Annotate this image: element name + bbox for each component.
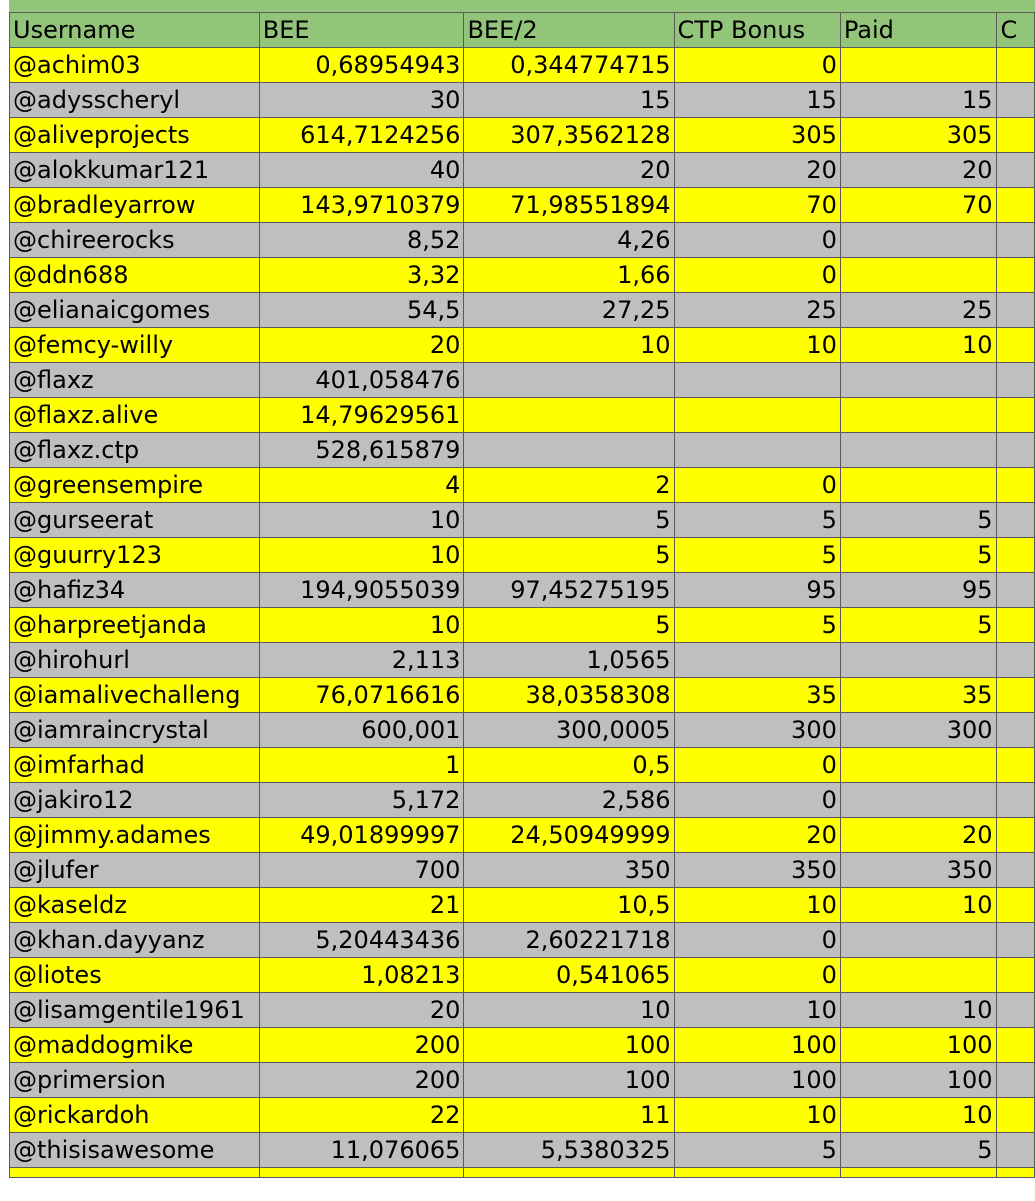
cell-paid[interactable]: 305 <box>840 118 996 153</box>
cell-username[interactable]: @rickardoh <box>10 1098 260 1133</box>
cell-extra[interactable] <box>996 188 1034 223</box>
table-row <box>10 1168 1035 1178</box>
cell-empty[interactable] <box>840 1168 996 1178</box>
cell-paid[interactable]: 5 <box>840 1133 996 1168</box>
cell-paid[interactable]: 10 <box>840 993 996 1028</box>
table-row <box>10 1098 1035 1133</box>
cell-ctp-bonus[interactable]: 0 <box>674 958 840 993</box>
cell-ctp-bonus[interactable]: 5 <box>674 503 840 538</box>
cell-bee[interactable]: 700 <box>259 853 464 888</box>
table-row <box>10 783 1035 818</box>
cell-bee-half[interactable]: 300,0005 <box>464 713 674 748</box>
table-row <box>10 223 1035 258</box>
cell-bee-half[interactable]: 24,50949999 <box>464 818 674 853</box>
cell-bee[interactable]: 2,113 <box>259 643 464 678</box>
cell-ctp-bonus[interactable] <box>674 363 840 398</box>
cell-bee[interactable]: 49,01899997 <box>259 818 464 853</box>
table-row <box>10 1063 1035 1098</box>
cell-extra[interactable] <box>996 853 1034 888</box>
cell-extra[interactable] <box>996 153 1034 188</box>
cell-paid[interactable]: 35 <box>840 678 996 713</box>
table-row <box>10 608 1035 643</box>
cell-bee[interactable]: 194,9055039 <box>259 573 464 608</box>
cell-ctp-bonus[interactable]: 5 <box>674 538 840 573</box>
cell-extra[interactable] <box>996 328 1034 363</box>
cell-extra[interactable] <box>996 1098 1034 1133</box>
cell-paid[interactable] <box>840 363 996 398</box>
cell-paid[interactable] <box>840 923 996 958</box>
cell-username[interactable]: @harpreetjanda <box>10 608 260 643</box>
cell-paid[interactable]: 350 <box>840 853 996 888</box>
cell-ctp-bonus[interactable]: 35 <box>674 678 840 713</box>
cell-bee-half[interactable]: 5,5380325 <box>464 1133 674 1168</box>
cell-ctp-bonus[interactable]: 15 <box>674 83 840 118</box>
table-row <box>10 888 1035 923</box>
cell-ctp-bonus[interactable]: 100 <box>674 1028 840 1063</box>
column-header-username[interactable]: Username <box>10 13 260 48</box>
cell-bee[interactable]: 20 <box>259 993 464 1028</box>
cell-paid[interactable]: 100 <box>840 1063 996 1098</box>
cell-paid[interactable] <box>840 398 996 433</box>
cell-bee-half[interactable]: 10 <box>464 993 674 1028</box>
cell-username[interactable]: @thisisawesome <box>10 1133 260 1168</box>
cell-username[interactable]: @jimmy.adames <box>10 818 260 853</box>
cell-bee[interactable]: 22 <box>259 1098 464 1133</box>
cell-bee[interactable]: 4 <box>259 468 464 503</box>
cell-ctp-bonus[interactable]: 0 <box>674 783 840 818</box>
cell-username[interactable]: @alokkumar121 <box>10 153 260 188</box>
cell-username[interactable]: @kaseldz <box>10 888 260 923</box>
cell-username[interactable]: @hirohurl <box>10 643 260 678</box>
cell-bee[interactable]: 1,08213 <box>259 958 464 993</box>
column-header-bee-half[interactable]: BEE/2 <box>464 13 674 48</box>
cell-bee-half[interactable]: 1,0565 <box>464 643 674 678</box>
cell-username[interactable]: @maddogmike <box>10 1028 260 1063</box>
cell-paid[interactable] <box>840 223 996 258</box>
cell-bee-half[interactable]: 5 <box>464 538 674 573</box>
cell-bee-half[interactable] <box>464 363 674 398</box>
table-row <box>10 293 1035 328</box>
table-row <box>10 118 1035 153</box>
cell-ctp-bonus[interactable]: 5 <box>674 608 840 643</box>
table-row <box>10 48 1035 83</box>
cell-bee-half[interactable]: 0,5 <box>464 748 674 783</box>
cell-paid[interactable]: 100 <box>840 1028 996 1063</box>
cell-bee[interactable]: 10 <box>259 608 464 643</box>
cell-ctp-bonus[interactable]: 100 <box>674 1063 840 1098</box>
cell-username[interactable]: @khan.dayyanz <box>10 923 260 958</box>
cell-empty[interactable] <box>674 1168 840 1178</box>
cell-extra[interactable] <box>996 48 1034 83</box>
cell-bee-half[interactable]: 100 <box>464 1028 674 1063</box>
cell-extra[interactable] <box>996 433 1034 468</box>
cell-ctp-bonus[interactable]: 25 <box>674 293 840 328</box>
cell-bee-half[interactable]: 0,541065 <box>464 958 674 993</box>
cell-bee-half[interactable]: 11 <box>464 1098 674 1133</box>
cell-ctp-bonus[interactable]: 10 <box>674 888 840 923</box>
cell-bee-half[interactable]: 2 <box>464 468 674 503</box>
cell-extra[interactable] <box>996 258 1034 293</box>
cell-extra[interactable] <box>996 608 1034 643</box>
cell-bee-half[interactable]: 5 <box>464 503 674 538</box>
cell-bee[interactable]: 0,68954943 <box>259 48 464 83</box>
cell-paid[interactable] <box>840 258 996 293</box>
cell-bee-half[interactable]: 71,98551894 <box>464 188 674 223</box>
cell-bee[interactable]: 20 <box>259 328 464 363</box>
cell-bee[interactable]: 30 <box>259 83 464 118</box>
cell-bee[interactable]: 5,172 <box>259 783 464 818</box>
cell-bee[interactable]: 401,058476 <box>259 363 464 398</box>
table-row <box>10 818 1035 853</box>
cell-paid[interactable]: 25 <box>840 293 996 328</box>
cell-bee-half[interactable]: 2,586 <box>464 783 674 818</box>
cell-extra[interactable] <box>996 1133 1034 1168</box>
cell-ctp-bonus[interactable]: 305 <box>674 118 840 153</box>
cell-paid[interactable] <box>840 643 996 678</box>
cell-extra[interactable] <box>996 118 1034 153</box>
cell-paid[interactable] <box>840 958 996 993</box>
cell-bee[interactable]: 14,79629561 <box>259 398 464 433</box>
cell-username[interactable]: @ddn688 <box>10 258 260 293</box>
table-row <box>10 923 1035 958</box>
cell-extra[interactable] <box>996 83 1034 118</box>
cell-username[interactable]: @imfarhad <box>10 748 260 783</box>
table-row <box>10 328 1035 363</box>
header-row <box>10 13 1035 48</box>
cell-username[interactable]: @flaxz <box>10 363 260 398</box>
cell-extra[interactable] <box>996 993 1034 1028</box>
cell-username[interactable]: @greensempire <box>10 468 260 503</box>
cell-bee[interactable]: 614,7124256 <box>259 118 464 153</box>
cell-bee-half[interactable]: 10,5 <box>464 888 674 923</box>
cell-extra[interactable] <box>996 468 1034 503</box>
cell-username[interactable]: @iamalivechalleng <box>10 678 260 713</box>
data-table <box>9 12 1035 1178</box>
cell-bee[interactable]: 76,0716616 <box>259 678 464 713</box>
cell-ctp-bonus[interactable] <box>674 643 840 678</box>
cell-empty[interactable] <box>10 1168 260 1178</box>
cell-username[interactable]: @flaxz.alive <box>10 398 260 433</box>
cell-username[interactable]: @guurry123 <box>10 538 260 573</box>
cell-bee-half[interactable]: 20 <box>464 153 674 188</box>
cell-ctp-bonus[interactable]: 300 <box>674 713 840 748</box>
cell-bee-half[interactable]: 0,344774715 <box>464 48 674 83</box>
cell-paid[interactable] <box>840 48 996 83</box>
cell-bee-half[interactable]: 350 <box>464 853 674 888</box>
cell-ctp-bonus[interactable]: 10 <box>674 993 840 1028</box>
cell-ctp-bonus[interactable] <box>674 433 840 468</box>
cell-bee[interactable]: 600,001 <box>259 713 464 748</box>
column-header-extra[interactable]: C <box>996 13 1034 48</box>
table-row <box>10 538 1035 573</box>
cell-paid[interactable]: 10 <box>840 888 996 923</box>
cell-bee[interactable]: 54,5 <box>259 293 464 328</box>
cell-bee-half[interactable]: 2,60221718 <box>464 923 674 958</box>
cell-bee-half[interactable]: 5 <box>464 608 674 643</box>
cell-extra[interactable] <box>996 398 1034 433</box>
table-row <box>10 713 1035 748</box>
cell-extra[interactable] <box>996 958 1034 993</box>
cell-bee[interactable]: 10 <box>259 503 464 538</box>
cell-extra[interactable] <box>996 293 1034 328</box>
cell-bee-half[interactable]: 10 <box>464 328 674 363</box>
cell-ctp-bonus[interactable]: 0 <box>674 748 840 783</box>
cell-bee-half[interactable] <box>464 398 674 433</box>
cell-extra[interactable] <box>996 748 1034 783</box>
table-row <box>10 573 1035 608</box>
cell-username[interactable]: @achim03 <box>10 48 260 83</box>
cell-bee-half[interactable]: 1,66 <box>464 258 674 293</box>
cell-bee-half[interactable]: 307,3562128 <box>464 118 674 153</box>
cell-paid[interactable]: 5 <box>840 608 996 643</box>
cell-username[interactable]: @liotes <box>10 958 260 993</box>
cell-ctp-bonus[interactable]: 70 <box>674 188 840 223</box>
cell-username[interactable]: @primersion <box>10 1063 260 1098</box>
cell-bee-half[interactable]: 15 <box>464 83 674 118</box>
cell-bee[interactable]: 40 <box>259 153 464 188</box>
cell-bee[interactable]: 1 <box>259 748 464 783</box>
table-row <box>10 363 1035 398</box>
cell-username[interactable]: @lisamgentile1961 <box>10 993 260 1028</box>
table-row <box>10 153 1035 188</box>
cell-paid[interactable]: 15 <box>840 83 996 118</box>
cell-username[interactable]: @elianaicgomes <box>10 293 260 328</box>
cell-ctp-bonus[interactable] <box>674 398 840 433</box>
cell-extra[interactable] <box>996 1028 1034 1063</box>
table-body <box>10 48 1035 1178</box>
cell-ctp-bonus[interactable]: 95 <box>674 573 840 608</box>
column-header-bee[interactable]: BEE <box>259 13 464 48</box>
cell-paid[interactable]: 20 <box>840 818 996 853</box>
cell-username[interactable]: @gurseerat <box>10 503 260 538</box>
cell-extra[interactable] <box>996 713 1034 748</box>
cell-username[interactable]: @adysscheryl <box>10 83 260 118</box>
cell-paid[interactable] <box>840 783 996 818</box>
cell-bee[interactable]: 10 <box>259 538 464 573</box>
cell-bee[interactable]: 8,52 <box>259 223 464 258</box>
table-row <box>10 83 1035 118</box>
cell-paid[interactable]: 10 <box>840 1098 996 1133</box>
cell-paid[interactable] <box>840 468 996 503</box>
cell-bee[interactable]: 3,32 <box>259 258 464 293</box>
table-row <box>10 993 1035 1028</box>
table-row <box>10 748 1035 783</box>
cell-extra[interactable] <box>996 643 1034 678</box>
cell-extra[interactable] <box>996 888 1034 923</box>
cell-paid[interactable]: 20 <box>840 153 996 188</box>
cell-empty[interactable] <box>996 1168 1034 1178</box>
cell-extra[interactable] <box>996 818 1034 853</box>
table-row <box>10 958 1035 993</box>
cell-extra[interactable] <box>996 923 1034 958</box>
cell-paid[interactable]: 5 <box>840 503 996 538</box>
cell-paid[interactable]: 95 <box>840 573 996 608</box>
cell-bee-half[interactable] <box>464 433 674 468</box>
cell-bee-half[interactable]: 97,45275195 <box>464 573 674 608</box>
cell-ctp-bonus[interactable]: 0 <box>674 258 840 293</box>
cell-username[interactable]: @jlufer <box>10 853 260 888</box>
cell-ctp-bonus[interactable]: 10 <box>674 1098 840 1133</box>
cell-bee[interactable]: 200 <box>259 1028 464 1063</box>
table-row <box>10 643 1035 678</box>
column-header-paid[interactable]: Paid <box>840 13 996 48</box>
table-row <box>10 678 1035 713</box>
cell-username[interactable]: @aliveprojects <box>10 118 260 153</box>
cell-empty[interactable] <box>464 1168 674 1178</box>
table-row <box>10 503 1035 538</box>
table-row <box>10 853 1035 888</box>
cell-ctp-bonus[interactable]: 0 <box>674 468 840 503</box>
cell-username[interactable]: @chireerocks <box>10 223 260 258</box>
table-row <box>10 398 1035 433</box>
table-row <box>10 188 1035 223</box>
cell-extra[interactable] <box>996 363 1034 398</box>
cell-ctp-bonus[interactable]: 0 <box>674 923 840 958</box>
cell-ctp-bonus[interactable]: 20 <box>674 153 840 188</box>
table-row <box>10 433 1035 468</box>
cell-extra[interactable] <box>996 538 1034 573</box>
cell-username[interactable]: @femcy-willy <box>10 328 260 363</box>
cell-paid[interactable]: 5 <box>840 538 996 573</box>
cell-ctp-bonus[interactable]: 5 <box>674 1133 840 1168</box>
cell-paid[interactable] <box>840 748 996 783</box>
cell-bee-half[interactable]: 38,0358308 <box>464 678 674 713</box>
table-row <box>10 1133 1035 1168</box>
cell-bee[interactable]: 200 <box>259 1063 464 1098</box>
table-row <box>10 468 1035 503</box>
cell-username[interactable]: @flaxz.ctp <box>10 433 260 468</box>
cell-bee[interactable]: 528,615879 <box>259 433 464 468</box>
cell-ctp-bonus[interactable]: 20 <box>674 818 840 853</box>
cell-empty[interactable] <box>259 1168 464 1178</box>
cell-bee[interactable]: 11,076065 <box>259 1133 464 1168</box>
cell-extra[interactable] <box>996 783 1034 818</box>
cell-paid[interactable]: 10 <box>840 328 996 363</box>
cell-bee[interactable]: 5,20443436 <box>259 923 464 958</box>
cell-username[interactable]: @hafiz34 <box>10 573 260 608</box>
cell-bee[interactable]: 21 <box>259 888 464 923</box>
cell-username[interactable]: @bradleyarrow <box>10 188 260 223</box>
cell-extra[interactable] <box>996 573 1034 608</box>
cell-ctp-bonus[interactable]: 350 <box>674 853 840 888</box>
cell-extra[interactable] <box>996 678 1034 713</box>
cell-extra[interactable] <box>996 223 1034 258</box>
cell-username[interactable]: @jakiro12 <box>10 783 260 818</box>
cell-paid[interactable] <box>840 433 996 468</box>
table-row <box>10 258 1035 293</box>
cell-bee-half[interactable]: 4,26 <box>464 223 674 258</box>
column-header-ctp-bonus[interactable]: CTP Bonus <box>674 13 840 48</box>
cell-paid[interactable]: 300 <box>840 713 996 748</box>
cell-bee-half[interactable]: 27,25 <box>464 293 674 328</box>
cell-extra[interactable] <box>996 1063 1034 1098</box>
cell-bee-half[interactable]: 100 <box>464 1063 674 1098</box>
cell-paid[interactable]: 70 <box>840 188 996 223</box>
table-row <box>10 1028 1035 1063</box>
cell-username[interactable]: @iamraincrystal <box>10 713 260 748</box>
cell-ctp-bonus[interactable]: 10 <box>674 328 840 363</box>
cell-bee[interactable]: 143,9710379 <box>259 188 464 223</box>
cell-ctp-bonus[interactable]: 0 <box>674 223 840 258</box>
cell-extra[interactable] <box>996 503 1034 538</box>
cell-ctp-bonus[interactable]: 0 <box>674 48 840 83</box>
